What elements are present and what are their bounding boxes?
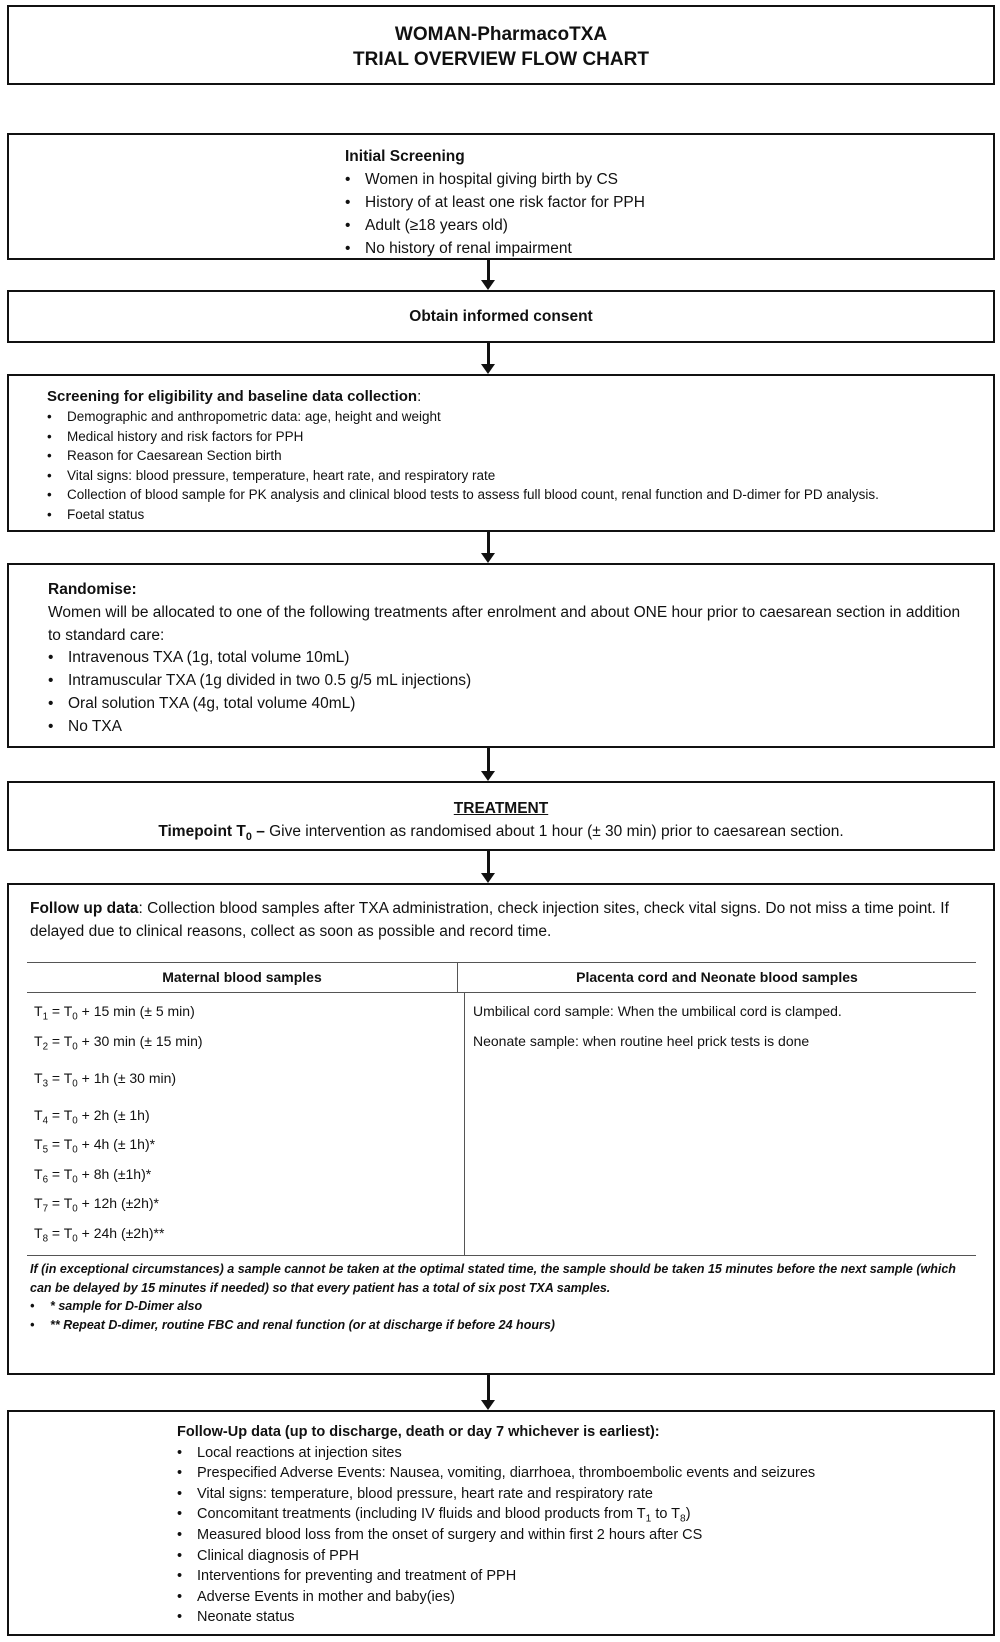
cell-sub: 7 — [42, 1203, 49, 1215]
table-header — [27, 963, 976, 993]
cell-sub: 6 — [42, 1174, 49, 1186]
cell-sub: 0 — [72, 1233, 78, 1245]
concomitant-sub: 1 — [645, 1513, 652, 1525]
eligibility-heading-colon: : — [417, 388, 422, 405]
concomitant-sub: 8 — [680, 1513, 686, 1525]
list-item: • History of at least one risk factor for PPH — [345, 191, 645, 214]
cell-text: + 2h (± 1h) — [77, 1106, 150, 1123]
eligibility-list — [47, 407, 879, 524]
cell-text: + 4h (± 1h)* — [77, 1136, 156, 1153]
cell-text: T — [34, 1224, 43, 1241]
concomitant-text: to T — [651, 1506, 681, 1523]
cell-text: = T — [48, 1136, 73, 1153]
cell-text: = T — [48, 1195, 73, 1212]
title-line-2: TRIAL OVERVIEW FLOW CHART — [353, 49, 649, 70]
neonate-column — [465, 993, 976, 1255]
table-row — [34, 997, 464, 1027]
initial-screening-box — [7, 133, 995, 260]
table-row — [34, 1189, 464, 1219]
timepoint-label: Timepoint T — [158, 823, 246, 840]
list-item: • Medical history and risk factors for PPH — [47, 427, 879, 447]
cell-text: + 8h (±1h)* — [77, 1165, 152, 1182]
initial-screening-list — [345, 168, 645, 260]
cell-text: = T — [48, 1069, 73, 1086]
list-item: • Collection of blood sample for PK analysis and clinical blood tests to assess full blood count, renal function and D-dimer for PD analysis. — [47, 485, 879, 505]
follow-up-note-list — [30, 1297, 979, 1334]
cell-text: T — [34, 1032, 43, 1049]
randomise-box — [7, 563, 995, 748]
list-item: • Local reactions at injection sites — [177, 1443, 815, 1464]
table-row — [34, 1064, 464, 1101]
cell-sub: 5 — [42, 1144, 49, 1156]
list-item: • Adverse Events in mother and baby(ies) — [177, 1587, 815, 1608]
list-item: • Demographic and anthropometric data: age, height and weight — [47, 407, 879, 427]
table-row — [34, 1101, 464, 1131]
table-row — [34, 1130, 464, 1160]
cell-text: = T — [48, 1032, 73, 1049]
samples-table — [27, 962, 976, 1256]
follow-up-intro — [30, 897, 979, 943]
consent-label: Obtain informed consent — [409, 308, 593, 325]
follow-up-notes — [30, 1260, 979, 1334]
cell-sub: 1 — [42, 1011, 49, 1023]
follow-up-note: If (in exceptional circumstances) a sample cannot be taken at the optimal stated time, the sample should be taken 15 minutes before the next sample (which can be delayed by 15 minutes if needed) so that every patient has a total of six post TXA samples. — [30, 1262, 956, 1295]
cell-sub: 0 — [72, 1115, 78, 1127]
list-item: • Intravenous TXA (1g, total volume 10mL) — [48, 647, 973, 670]
follow-up-text: : Collection blood samples after TXA administration, check injection sites, check vital signs. Do not miss a time point. If delayed due to clinical reasons, collect as soon as possible and record time. — [30, 900, 949, 940]
treatment-box — [7, 781, 995, 851]
cell-text: + 1h (± 30 min) — [77, 1069, 177, 1086]
cell-text: = T — [48, 1003, 73, 1019]
title-line-1: WOMAN-PharmacoTXA — [394, 24, 608, 45]
maternal-header: Maternal blood samples — [27, 963, 458, 992]
follow-up-heading: Follow up data — [30, 900, 139, 917]
timepoint-subscript: 0 — [245, 830, 252, 843]
cell-text: = T — [48, 1106, 73, 1123]
final-follow-up-box — [7, 1410, 995, 1636]
randomise-heading: Randomise: — [48, 581, 137, 598]
cell-text: T — [34, 1195, 43, 1212]
final-list — [177, 1443, 815, 1628]
cell-sub: 0 — [72, 1041, 78, 1053]
cell-text: + 24h (±2h)** — [77, 1224, 165, 1241]
list-item: • Vital signs: blood pressure, temperature, heart rate, and respiratory rate — [47, 466, 879, 486]
eligibility-heading: Screening for eligibility and baseline data collection — [47, 388, 418, 405]
cell-text: T — [34, 1069, 43, 1086]
list-item: • Intramuscular TXA (1g divided in two 0.5 g/5 mL injections) — [48, 670, 973, 693]
cell-sub: 0 — [72, 1174, 78, 1186]
cell-text: + 15 min (± 5 min) — [77, 1003, 195, 1019]
list-item: • Clinical diagnosis of PPH — [177, 1546, 815, 1567]
treatment-timepoint — [9, 820, 993, 843]
final-heading: Follow-Up data (up to discharge, death or day 7 whichever is earliest): — [177, 1424, 660, 1440]
cell-text: T — [34, 1165, 43, 1182]
initial-screening-heading: Initial Screening — [345, 148, 465, 165]
list-item: • Prespecified Adverse Events: Nausea, vomiting, diarrhoea, thromboembolic events and seizures — [177, 1463, 815, 1484]
cell-sub: 0 — [72, 1203, 78, 1215]
cell-text: T — [34, 1003, 43, 1019]
list-item — [177, 1504, 815, 1525]
randomise-list — [48, 647, 973, 738]
list-item: • Oral solution TXA (4g, total volume 40mL) — [48, 693, 973, 716]
cell-sub: 0 — [72, 1144, 78, 1156]
list-item: • No history of renal impairment — [345, 237, 645, 260]
table-row — [34, 1160, 464, 1190]
list-item: • Vital signs: temperature, blood pressure, heart rate and respiratory rate — [177, 1484, 815, 1505]
list-item: • Women in hospital giving birth by CS — [345, 168, 645, 191]
list-item: • Foetal status — [47, 505, 879, 525]
list-item: • No TXA — [48, 716, 973, 739]
table-body — [27, 993, 976, 1255]
list-item: • Interventions for preventing and treatment of PPH — [177, 1566, 815, 1587]
timepoint-dash: – — [251, 823, 270, 840]
follow-up-box — [7, 883, 995, 1375]
cell-text: + 30 min (± 15 min) — [77, 1032, 203, 1049]
timepoint-text: Give intervention as randomised about 1 hour (± 30 min) prior to caesarean section. — [269, 823, 844, 840]
cell-sub: 0 — [72, 1078, 78, 1090]
list-item: • Reason for Caesarean Section birth — [47, 446, 879, 466]
cell-sub: 0 — [72, 1011, 78, 1023]
table-row: Umbilical cord sample: When the umbilical cord is clamped. — [473, 1003, 842, 1019]
neonate-header: Placenta cord and Neonate blood samples — [576, 969, 858, 985]
list-item: • Adult (≥18 years old) — [345, 214, 645, 237]
cell-sub: 3 — [42, 1078, 49, 1090]
concomitant-text: Concomitant treatments (including IV fluids and blood products from T — [197, 1506, 646, 1523]
cell-sub: 8 — [42, 1233, 49, 1245]
cell-text: = T — [48, 1224, 73, 1241]
treatment-heading: TREATMENT — [453, 800, 549, 817]
list-item: • ** Repeat D-dimer, routine FBC and renal function (or at discharge if before 24 hours) — [30, 1316, 979, 1335]
table-row: Neonate sample: when routine heel prick tests is done — [473, 1032, 810, 1049]
eligibility-heading-row — [47, 386, 879, 407]
table-row — [34, 1027, 464, 1064]
eligibility-box — [7, 374, 995, 532]
list-item: • Measured blood loss from the onset of surgery and within first 2 hours after CS — [177, 1525, 815, 1546]
consent-box — [7, 290, 995, 343]
cell-text: T — [34, 1106, 43, 1123]
concomitant-text: ) — [685, 1506, 691, 1523]
randomise-description: Women will be allocated to one of the following treatments after enrolment and about ONE hour prior to caesarean section in addition to standard care: — [48, 603, 961, 644]
cell-text: T — [34, 1136, 43, 1153]
cell-text: + 12h (±2h)* — [77, 1195, 159, 1212]
title-box — [7, 5, 995, 85]
cell-sub: 4 — [42, 1115, 49, 1127]
list-item: • Neonate status — [177, 1607, 815, 1628]
cell-text: = T — [48, 1165, 73, 1182]
list-item: • * sample for D-Dimer also — [30, 1297, 979, 1316]
table-row — [34, 1219, 464, 1249]
maternal-column — [27, 993, 465, 1255]
cell-sub: 2 — [42, 1041, 49, 1053]
